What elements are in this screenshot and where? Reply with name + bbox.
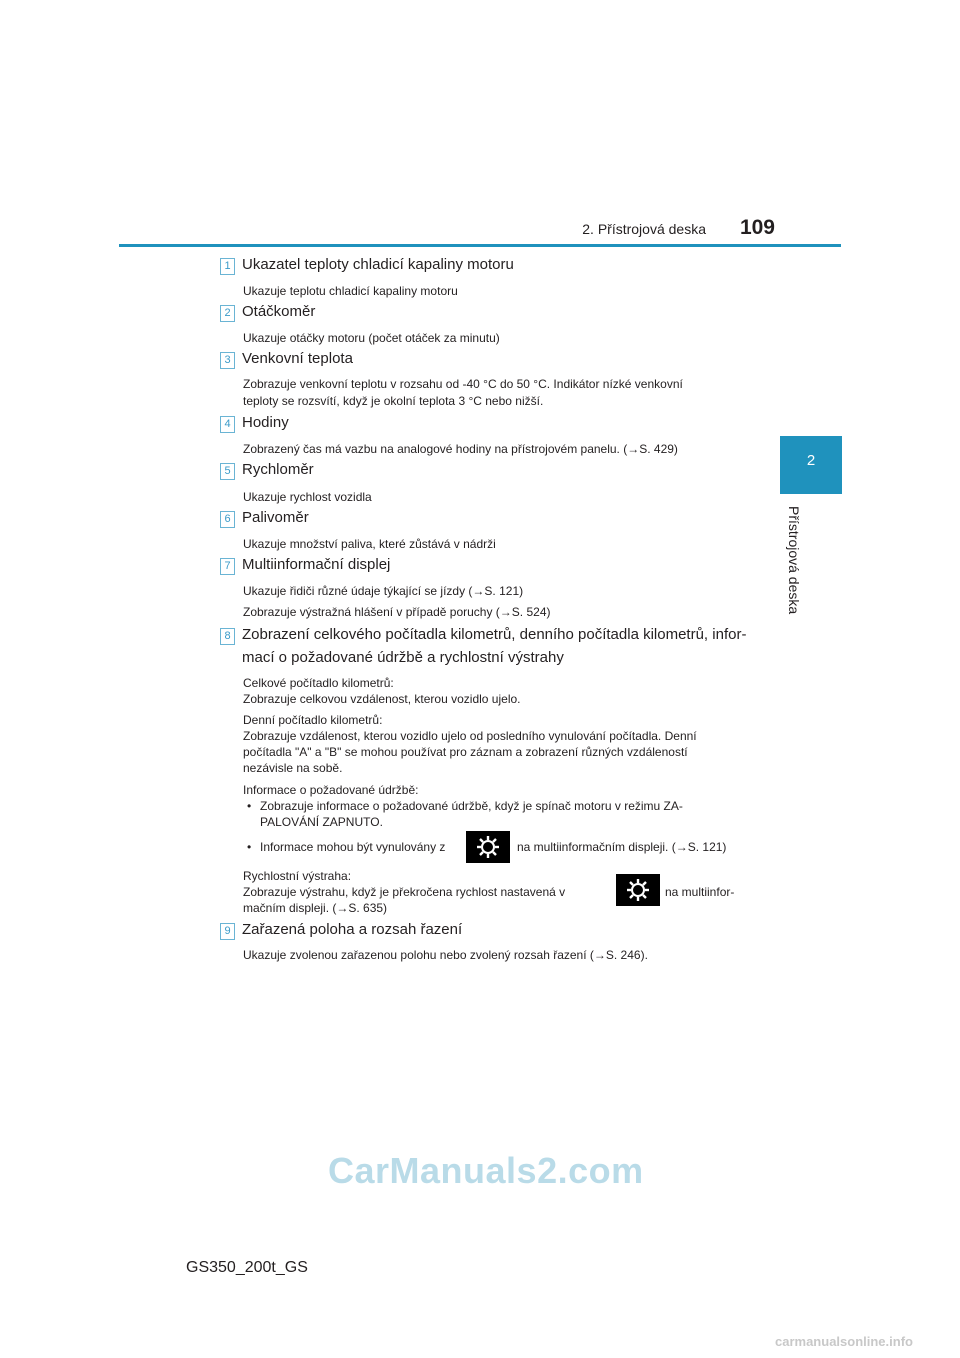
item-title-line2: mací o požadované údržbě a rychlostní výstrahy (242, 649, 564, 666)
item-number-badge: 9 (220, 923, 235, 940)
item-description: Ukazuje zvolenou zařazenou polohu nebo zvolený rozsah řazení (→S. 246). (243, 948, 648, 962)
trip-text: nezávisle na sobě. (243, 761, 343, 775)
section-title: 2. Přístrojová deska (582, 221, 706, 237)
odometer-text: Zobrazuje celkovou vzdálenost, kterou vozidlo ujelo. (243, 692, 521, 706)
item-number-badge: 7 (220, 558, 235, 575)
item-number-badge: 5 (220, 463, 235, 480)
item-title: Hodiny (242, 414, 289, 431)
item-title: Zařazená poloha a rozsah řazení (242, 921, 463, 938)
speed-alert-text: mačním displeji. (→S. 635) (243, 901, 388, 915)
item-title: Rychloměr (242, 461, 314, 478)
speed-alert-text: na multiinfor- (665, 885, 735, 899)
item-description: Zobrazuje výstražná hlášení v případě poruchy (→S. 524) (243, 605, 551, 619)
item-number-badge: 6 (220, 511, 235, 528)
item-title: Palivoměr (242, 509, 309, 526)
item-description: Ukazuje řidiči různé údaje týkající se jízdy (→S. 121) (243, 584, 524, 598)
settings-icon (466, 831, 510, 863)
item-description: Zobrazený čas má vazbu na analogové hodiny na přístrojovém panelu. (→S. 429) (243, 442, 678, 456)
speed-alert-heading: Rychlostní výstraha: (243, 869, 352, 883)
item-number-badge: 1 (220, 258, 235, 275)
item-title: Zobrazení celkového počítadla kilometrů, denního počítadla kilometrů, infor- (242, 626, 747, 643)
chapter-label-text: Přístrojová deska (786, 506, 802, 615)
page-number: 109 (739, 216, 775, 239)
item-description: Zobrazuje venkovní teplotu v rozsahu od -40 °C do 50 °C. Indikátor nízké venkovní (243, 377, 683, 391)
item-description: Ukazuje teplotu chladicí kapaliny motoru (243, 284, 458, 298)
watermark: CarManuals2.com (328, 1150, 644, 1191)
item-title: Multiinformační displej (242, 556, 391, 573)
maintenance-bullet-1: Zobrazuje informace o požadované údržbě, když je spínač motoru v režimu ZA- (260, 799, 683, 813)
chapter-tab[interactable]: 2 (780, 436, 842, 494)
header-rule (119, 244, 841, 247)
item-title: Otáčkoměr (242, 303, 316, 320)
speed-alert-text: Zobrazuje výstrahu, když je překročena rychlost nastavená v (243, 885, 566, 899)
trip-text: Zobrazuje vzdálenost, kterou vozidlo ujelo od posledního vynulování počítadla. Denní (243, 729, 697, 743)
bullet-dot: • (247, 840, 252, 854)
trip-heading: Denní počítadlo kilometrů: (243, 713, 383, 727)
item-description: Ukazuje množství paliva, které zůstává v nádrži (243, 537, 496, 551)
chapter-label (784, 506, 808, 626)
page-header (548, 216, 778, 242)
maintenance-bullet-2: Informace mohou být vynulovány z (260, 840, 446, 854)
item-number-badge: 3 (220, 352, 235, 369)
maintenance-bullet-1: PALOVÁNÍ ZAPNUTO. (260, 815, 383, 829)
item-title: Venkovní teplota (242, 350, 353, 367)
watermark-site: carmanualsonline.info (775, 1334, 913, 1349)
odometer-heading: Celkové počítadlo kilometrů: (243, 676, 394, 690)
bullet-dot: • (247, 799, 252, 813)
item-number-badge: 8 (220, 628, 235, 645)
item-description: Ukazuje rychlost vozidla (243, 490, 372, 504)
maintenance-bullet-2: na multiinformačním displeji. (→S. 121) (517, 840, 727, 854)
item-number-badge: 2 (220, 305, 235, 322)
trip-text: počítadla "A" a "B" se mohou používat pro záznam a zobrazení různých vzdáleností (243, 745, 688, 759)
item-title: Ukazatel teploty chladicí kapaliny motoru (242, 256, 514, 273)
maintenance-heading: Informace o požadované údržbě: (243, 783, 419, 797)
item-description: teploty se rozsvítí, když je okolní teplota 3 °C nebo nižší. (243, 394, 544, 408)
item-number-badge: 4 (220, 416, 235, 433)
item-description: Ukazuje otáčky motoru (počet otáček za minutu) (243, 331, 500, 345)
footer-model-code: GS350_200t_GS (186, 1259, 308, 1276)
